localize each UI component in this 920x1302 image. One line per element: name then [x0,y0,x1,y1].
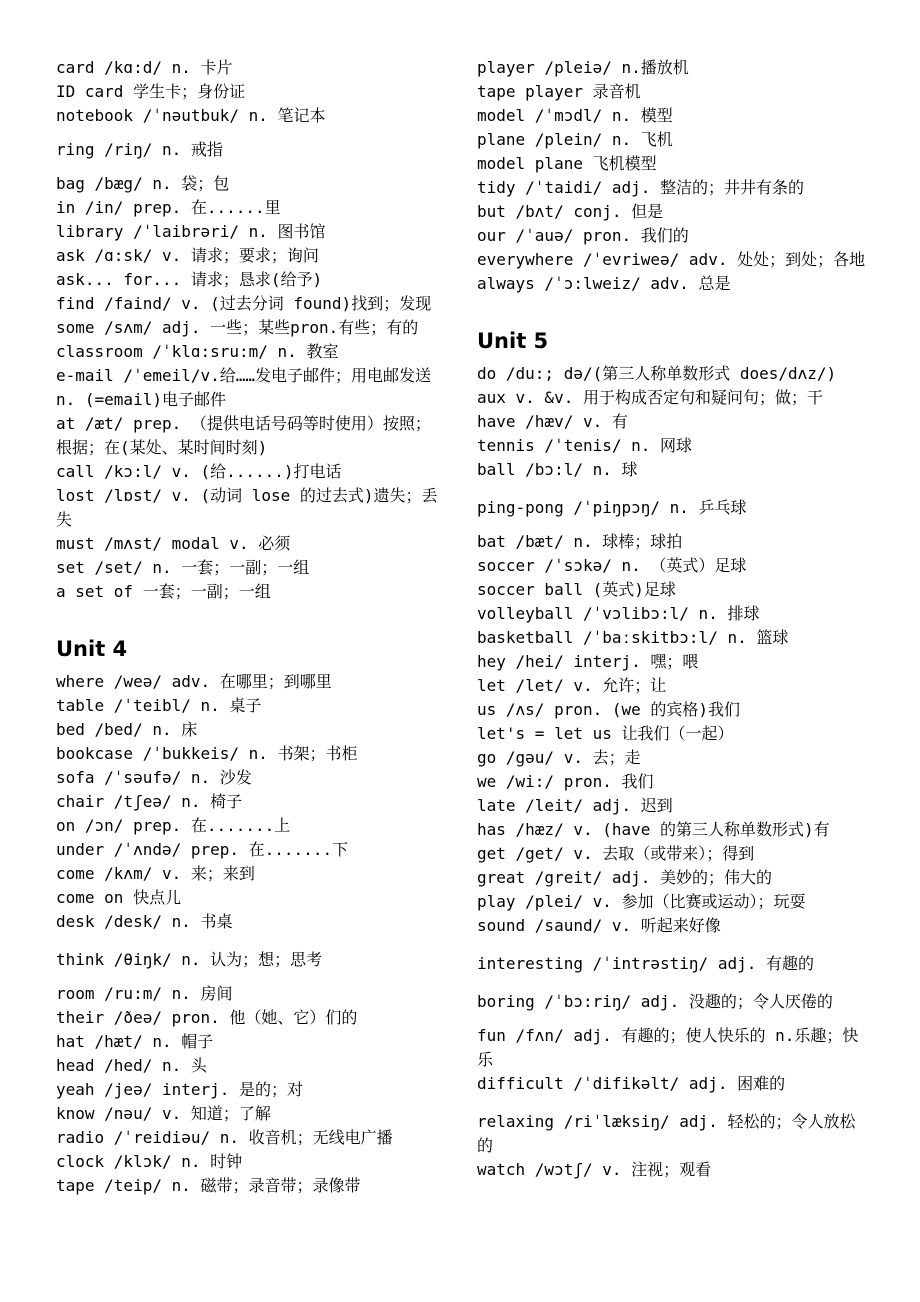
vocab-entry: aux v. &v. 用于构成否定句和疑问句；做；干 [477,388,823,407]
vocab-entry: at /æt/ prep. （提供电话号码等时使用）按照；根据；在(某处、某时间时刻) [56,414,431,457]
vocab-entry: ring /riŋ/ n. 戒指 [56,140,223,159]
vocab-entry: has /hæz/ v. (have 的第三人称单数形式)有 [477,820,830,839]
vocab-entry: bookcase /ˈbukkeis/ n. 书架；书柜 [56,744,358,763]
vocab-entry: volleyball /ˈvɔlibɔ:l/ n. 排球 [477,604,760,623]
vocab-entry: desk /desk/ n. 书桌 [56,912,233,931]
vocab-entry: ping-pong /ˈpiŋpɔŋ/ n. 乒乓球 [477,498,747,517]
vocab-entry: notebook /ˈnəutbuk/ n. 笔记本 [56,106,326,125]
left-top-entries [56,56,446,604]
vocab-entry: bat /bæt/ n. 球棒；球拍 [477,532,683,551]
vocab-entry: let's = let us 让我们（一起） [477,724,734,743]
vocab-entry: interesting /ˈintrəstiŋ/ adj. 有趣的 [477,954,814,973]
unit-4-entries [56,670,446,1198]
vocab-entry: under /ˈʌndə/ prep. 在.......下 [56,840,349,859]
vocab-entry: tape /teip/ n. 磁带；录音带；录像带 [56,1176,361,1195]
vocab-entry: classroom /ˈklɑ:sru:m/ n. 教室 [56,342,339,361]
vocab-entry: basketball /ˈbaːskitbɔ:l/ n. 篮球 [477,628,789,647]
vocab-entry: get /get/ v. 去取（或带来）；得到 [477,844,755,863]
vocab-entry: sound /saund/ v. 听起来好像 [477,916,721,935]
vocab-entry: in /in/ prep. 在......里 [56,198,281,217]
vocab-entry: tidy /ˈtaidi/ adj. 整洁的；井井有条的 [477,178,805,197]
vocab-entry: always /ˈɔ:lweiz/ adv. 总是 [477,274,731,293]
vocab-entry: their /ðeə/ pron. 他（她、它）们的 [56,1008,358,1027]
vocab-entry: come on 快点儿 [56,888,182,907]
vocab-entry: bed /bed/ n. 床 [56,720,198,739]
vocab-entry: know /nəu/ v. 知道；了解 [56,1104,271,1123]
vocab-entry: relaxing /riˈlæksiŋ/ adj. 轻松的；令人放松的 [477,1112,856,1155]
vocab-entry: model plane 飞机模型 [477,154,657,173]
vocab-entry: on /ɔn/ prep. 在.......上 [56,816,291,835]
vocab-entry: boring /ˈbɔ:riŋ/ adj. 没趣的；令人厌倦的 [477,992,833,1011]
vocab-entry: radio /ˈreidiəu/ n. 收音机；无线电广播 [56,1128,393,1147]
unit-4-heading: Unit 4 [56,637,128,661]
vocab-entry: late /leit/ adj. 迟到 [477,796,673,815]
right-top-entries [477,56,867,296]
vocab-entry: hat /hæt/ n. 帽子 [56,1032,214,1051]
vocab-entry: lost /lɒst/ v. (动词 lose 的过去式)遗失；丢失 [56,486,438,529]
vocab-entry: tape player 录音机 [477,82,641,101]
vocab-entry: have /hæv/ v. 有 [477,412,628,431]
left-column [56,56,446,1198]
vocab-entry: ball /bɔ:l/ n. 球 [477,460,638,479]
vocab-entry: watch /wɔtʃ/ v. 注视；观看 [477,1160,712,1179]
vocab-entry: soccer /ˈsɔkə/ n. （英式）足球 [477,556,747,575]
vocab-entry: but /bʌt/ conj. 但是 [477,202,664,221]
vocab-entry: we /wi:/ pron. 我们 [477,772,654,791]
vocab-entry: us /ʌs/ pron. (we 的宾格)我们 [477,700,741,719]
vocab-entry: some /sʌm/ adj. 一些；某些pron.有些；有的 [56,318,419,337]
vocab-entry: bag /bæg/ n. 袋；包 [56,174,230,193]
vocab-entry: ID card 学生卡；身份证 [56,82,246,101]
vocab-entry: player /pleiə/ n.播放机 [477,58,689,77]
vocab-entry: come /kʌm/ v. 来；来到 [56,864,255,883]
vocab-entry: fun /fʌn/ adj. 有趣的；使人快乐的 n.乐趣；快乐 [477,1026,859,1069]
vocab-entry: think /θiŋk/ n. 认为；想；思考 [56,950,323,969]
vocab-entry: sofa /ˈsəufə/ n. 沙发 [56,768,252,787]
vocab-entry: chair /tʃeə/ n. 椅子 [56,792,243,811]
vocab-entry: plane /plein/ n. 飞机 [477,130,673,149]
vocab-entry: where /weə/ adv. 在哪里；到哪里 [56,672,332,691]
vocab-entry: ask /ɑ:sk/ v. 请求；要求；询问 [56,246,319,265]
vocab-entry: our /ˈauə/ pron. 我们的 [477,226,689,245]
vocab-entry: do /du:; də/(第三人称单数形式 does/dʌz/) [477,364,837,383]
vocab-entry: tennis /ˈtenis/ n. 网球 [477,436,693,455]
vocab-entry: e-mail /ˈemeil/v.给……发电子邮件；用电邮发送 n. (=email)电子邮件 [56,366,432,409]
vocab-entry: find /faind/ v. (过去分词 found)找到；发现 [56,294,432,313]
vocab-entry: ask... for... 请求；恳求(给予) [56,270,323,289]
vocab-entry: must /mʌst/ modal v. 必须 [56,534,291,553]
vocab-entry: head /hed/ n. 头 [56,1056,207,1075]
vocab-entry: library /ˈlaibrəri/ n. 图书馆 [56,222,326,241]
vocab-entry: everywhere /ˈevriweə/ adv. 处处；到处；各地 [477,250,866,269]
vocab-entry: difficult /ˈdifikəlt/ adj. 困难的 [477,1074,786,1093]
vocab-entry: room /ru:m/ n. 房间 [56,984,233,1003]
vocab-entry: let /let/ v. 允许；让 [477,676,667,695]
vocab-entry: yeah /jeə/ interj. 是的；对 [56,1080,304,1099]
vocab-entry: model /ˈmɔdl/ n. 模型 [477,106,673,125]
vocab-entry: set /set/ n. 一套；一副；一组 [56,558,310,577]
vocab-entry: hey /hei/ interj. 嘿；喂 [477,652,699,671]
vocab-entry: go /gəu/ v. 去；走 [477,748,641,767]
vocab-entry: card /kɑ:d/ n. 卡片 [56,58,233,77]
right-column [477,56,867,1182]
vocab-entry: clock /klɔk/ n. 时钟 [56,1152,243,1171]
vocab-entry: play /plei/ v. 参加（比赛或运动）；玩耍 [477,892,806,911]
vocab-entry: table /ˈteibl/ n. 桌子 [56,696,262,715]
vocab-entry: soccer ball (英式)足球 [477,580,676,599]
vocab-entry: a set of 一套；一副；一组 [56,582,271,601]
vocab-entry: great /greit/ adj. 美妙的；伟大的 [477,868,773,887]
unit-5-entries [477,362,867,1182]
vocab-entry: call /kɔ:l/ v. (给......)打电话 [56,462,342,481]
unit-5-heading: Unit 5 [477,329,549,353]
